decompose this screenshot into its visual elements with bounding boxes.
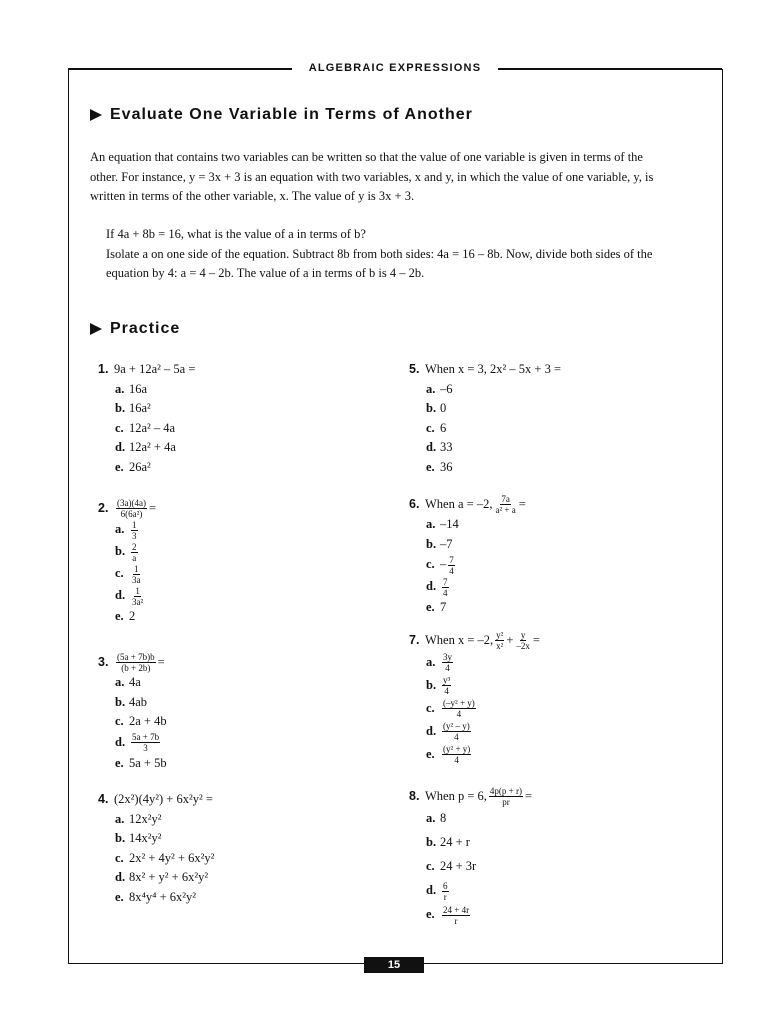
option-letter: c. [115,566,124,581]
numerator: (y² + y) [443,744,471,754]
option-b[interactable] [426,535,526,555]
problem-number: 8. [409,788,420,803]
option-fraction [442,721,471,742]
option-a[interactable] [115,673,167,693]
numerator: (–y² + y) [443,698,475,708]
option-text: 0 [440,401,447,415]
option-text: 24 + r [440,835,470,850]
problem-6 [409,494,526,618]
numerator: 1 [132,519,137,530]
denominator: 3a² [132,596,144,607]
option-letter: d. [115,870,126,884]
option-d[interactable] [426,720,540,743]
option-fraction [442,652,453,673]
numerator: 2 [132,541,137,552]
numerator: 7 [443,576,448,587]
option-fraction [442,698,476,719]
option-text: 26a² [129,459,151,474]
stem-fraction [489,786,523,807]
numerator: (3a)(4a) [117,498,146,508]
option-text: 12a² + 4a [129,440,176,454]
problem-7 [409,630,540,766]
option-d[interactable] [115,585,156,607]
option-letter: e. [115,609,124,623]
option-c[interactable] [115,563,156,585]
numerator: (y² – y) [443,721,470,731]
problem-number: 1. [98,362,109,376]
option-fraction [442,905,470,926]
option-text: 8 [440,811,447,826]
option-fraction [131,732,160,753]
option-letter: c. [115,850,124,865]
denominator: pr [502,797,510,807]
section-title: Evaluate One Variable in Terms of Another [110,106,473,123]
option-a[interactable] [426,380,561,400]
denominator: r [454,915,458,926]
option-d[interactable] [426,576,526,598]
section-title: Practice [110,320,181,337]
denominator: 4 [444,686,449,696]
option-c[interactable] [426,419,561,439]
problem-8 [409,786,532,927]
option-text: 16a [129,381,148,396]
option-b[interactable] [115,829,214,849]
option-letter: e. [115,889,124,904]
denominator: 4 [454,732,459,742]
denominator: –2x [516,641,530,651]
option-text: 2x² + 4y² + 6x²y² [129,850,215,865]
problem-stem: (2x²)(4y²) + 6x²y² = [114,792,213,806]
numerator: 1 [134,563,139,574]
option-e[interactable] [426,903,532,927]
numerator: y [520,630,526,640]
numerator: 4p(p + r) [489,786,522,796]
option-letter: e. [426,907,435,922]
option-text: 2 [129,609,136,623]
problem-stem: When x = 3, 2x² – 5x + 3 = [425,362,561,376]
option-fraction [442,744,471,765]
numerator: 5a + 7b [132,732,160,742]
option-text: 8x⁴y⁴ + 6x²y² [129,889,197,904]
worked-example [106,225,704,284]
option-e[interactable] [426,598,526,618]
option-text: 12x²y² [129,811,162,826]
denominator: 4 [445,663,450,673]
option-letter: a. [426,381,436,396]
denominator: (b + 2b) [121,663,151,673]
numerator: 3y [443,652,452,662]
stem-fraction [116,652,156,673]
problem-2 [98,498,156,627]
option-a[interactable] [115,380,195,400]
option-d[interactable] [426,438,561,458]
option-letter: d. [115,734,126,749]
denominator: a [132,552,137,563]
problem-number: 4. [98,792,109,806]
stem-tail: = [518,496,526,511]
option-fraction [442,675,451,696]
option-text: 16a² [129,401,151,415]
option-c[interactable] [426,554,526,576]
option-b[interactable] [426,831,532,855]
option-letter: c. [115,714,124,728]
intro-paragraph [90,148,702,207]
denominator: r [443,891,447,902]
denominator: 3 [132,530,137,541]
option-fraction [131,586,144,607]
option-c[interactable] [115,849,214,869]
problem-number: 5. [409,362,420,376]
option-text: 4ab [129,694,148,709]
problem-number: 2. [98,500,109,515]
option-e[interactable] [115,754,167,774]
option-letter: d. [426,723,437,738]
option-c[interactable] [115,712,167,732]
problem-5 [409,360,561,477]
denominator: 4 [454,755,459,765]
option-letter: d. [115,440,126,454]
option-text: 5a + 5b [129,755,167,770]
numerator: 1 [135,585,140,596]
option-b[interactable] [115,541,156,563]
option-d[interactable] [426,879,532,903]
stem-tail: = [148,500,157,515]
option-letter: a. [115,811,125,826]
option-letter: b. [426,536,437,551]
problem-number: 3. [98,654,109,669]
option-letter: d. [426,579,437,594]
option-d[interactable] [115,732,167,754]
option-a[interactable] [426,807,532,831]
option-letter: c. [426,700,435,715]
stem-fraction [494,494,516,515]
option-fraction [131,564,142,585]
option-text: 12a² – 4a [129,420,176,435]
option-letter: c. [426,420,435,435]
option-letter: b. [426,677,437,692]
arrow-icon [90,109,102,121]
numerator: y² [496,630,504,640]
stem-tail: = [524,788,533,803]
denominator: 4 [443,587,448,598]
stem-fraction [116,498,147,519]
option-letter: a. [426,654,436,669]
option-c[interactable] [115,419,195,439]
option-letter: a. [426,811,436,826]
option-c[interactable] [426,697,540,720]
option-text: 2a + 4b [129,714,167,728]
option-text: 4a [129,675,141,689]
stem-prefix: When a = –2, [425,496,493,511]
denominator: a² + a [495,505,516,515]
numerator: 24 + 4r [443,904,470,915]
option-d[interactable] [115,868,214,888]
paragraph-line: written in terms of the other variable, x. The value of y is 3x + 3. [90,189,415,203]
option-letter: b. [115,401,126,415]
section-heading-evaluate [90,106,473,124]
option-fraction [442,577,449,598]
problem-number: 7. [409,632,420,647]
option-e[interactable] [115,888,214,908]
option-a[interactable] [115,519,156,541]
option-letter: c. [426,859,435,874]
numerator: (5a + 7b)b [117,652,155,662]
option-letter: a. [426,517,436,531]
option-letter: a. [115,522,125,537]
option-text: 6 [440,420,447,435]
option-text: –7 [440,536,453,551]
option-b[interactable] [115,399,195,419]
option-letter: d. [426,440,437,454]
option-text: –6 [440,381,453,396]
option-b[interactable] [115,693,167,713]
option-e[interactable] [115,607,156,627]
arrow-icon [90,323,102,335]
option-fraction [131,542,138,563]
numerator: 6 [443,880,448,891]
option-fraction [442,881,449,902]
option-b[interactable] [426,399,561,419]
denominator: 3 [143,743,148,753]
option-letter: e. [426,459,435,474]
page-number: 15 [364,957,424,973]
option-letter: e. [426,600,435,614]
stem-prefix: When x = –2, [425,632,494,647]
option-c[interactable] [426,855,532,879]
stem-prefix: When p = 6, [425,788,487,803]
option-letter: c. [426,557,435,572]
option-letter: d. [115,588,126,603]
option-letter: e. [426,746,435,761]
example-line: Isolate a on one side of the equation. Subtract 8b from both sides: 4a = 16 – 8b. Now, divide both sides of the [106,246,653,261]
option-fraction [448,555,455,576]
denominator: 6(6a²) [120,509,143,519]
stem-tail: = [532,632,540,647]
option-e[interactable] [426,458,561,478]
option-b[interactable] [426,674,540,697]
stem-tail: = [157,654,165,669]
option-letter: d. [426,883,437,898]
example-line: If 4a + 8b = 16, what is the value of a in terms of b? [106,227,366,241]
option-letter: e. [115,755,124,770]
stem-operator: + [506,632,514,647]
option-e[interactable] [115,458,195,478]
denominator: 4 [449,565,454,576]
option-text: 24 + 3r [440,859,477,874]
option-text: 33 [440,440,453,454]
option-letter: b. [115,694,126,709]
option-letter: b. [115,544,126,559]
option-sign: – [440,557,447,572]
denominator: x² [496,641,504,651]
numerator: y³ [443,675,451,685]
denominator: 3a [132,574,141,585]
numerator: 7 [449,554,454,565]
numerator: 7a [501,494,510,504]
option-text: 8x² + y² + 6x²y² [129,870,209,884]
option-d[interactable] [115,438,195,458]
problem-stem: 9a + 12a² – 5a = [114,362,196,376]
stem-fraction [495,630,504,651]
problem-3 [98,652,167,773]
option-letter: e. [115,459,124,474]
stem-fraction [515,630,531,651]
paragraph-line: An equation that contains two variables can be written so that the value of one variable is given in terms of the [90,150,643,164]
example-line: equation by 4: a = 4 – 2b. The value of a in terms of b is 4 – 2b. [106,266,425,280]
option-letter: a. [115,675,125,689]
paragraph-line: other. For instance, y = 3x + 3 is an equation with two variables, x and y, in which the value of one variable, y, is [90,169,654,184]
option-letter: b. [115,831,126,845]
denominator: 4 [456,709,462,719]
problem-4 [98,790,214,907]
section-heading-practice [90,320,180,338]
option-text: –14 [440,517,459,531]
option-a[interactable] [115,810,214,830]
option-text: 36 [440,459,453,474]
option-a[interactable] [426,515,526,535]
option-letter: b. [426,835,437,850]
problem-1 [98,360,195,477]
option-letter: c. [115,420,124,435]
running-header: ALGEBRAIC EXPRESSIONS [292,62,498,74]
option-fraction [131,520,138,541]
option-letter: a. [115,381,125,396]
option-a[interactable] [426,651,540,674]
option-text: 14x²y² [129,831,162,845]
problem-number: 6. [409,496,420,511]
option-letter: b. [426,401,437,415]
option-e[interactable] [426,743,540,766]
option-text: 7 [440,600,447,614]
